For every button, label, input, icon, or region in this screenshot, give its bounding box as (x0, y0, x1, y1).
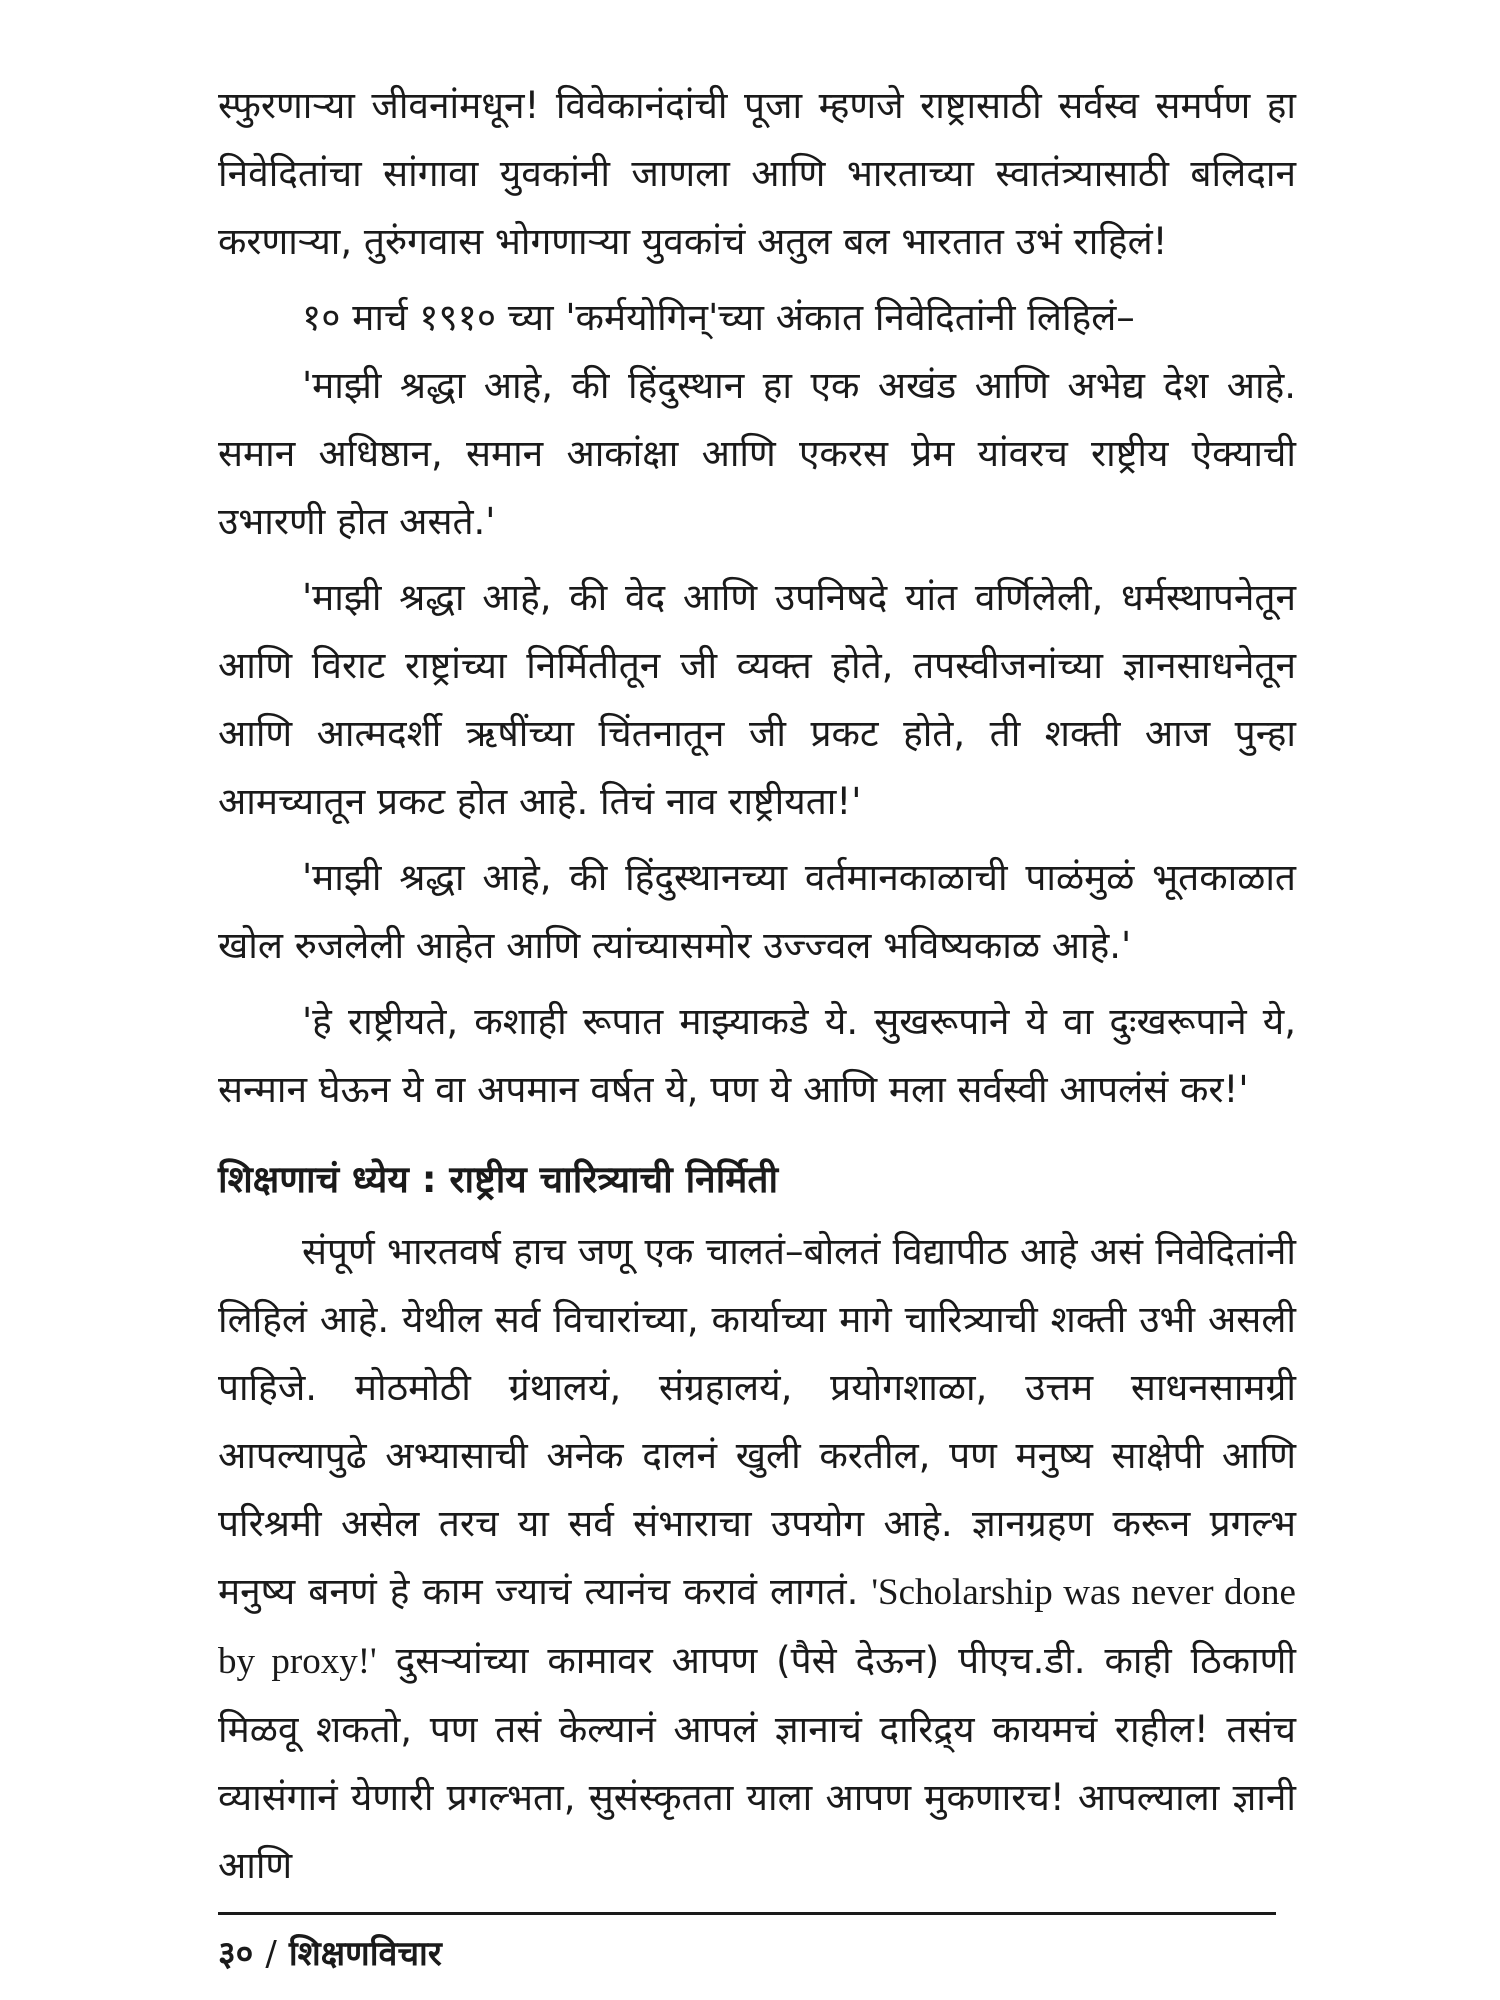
paragraph-karmayogin-intro: १० मार्च १९१० च्या 'कर्मयोगिन्'च्या अंकात निवेदितांनी लिहिलं– (302, 296, 1135, 339)
section-body-paragraph (218, 1218, 1296, 1900)
page-footer (218, 1932, 442, 1976)
page-content (218, 72, 1296, 1900)
book-title: शिक्षणविचार (288, 1934, 442, 1974)
paragraph-continuation: स्फुरणाऱ्या जीवनांमधून! विवेकानंदांची पूजा म्हणजे राष्ट्रासाठी सर्वस्व समर्पण हा निवेदितांचा सांगावा युवकांनी जाणला आणि भारताच्या स्वातंत्र्यासाठी बलिदान करणाऱ्या, तुरुंगवास भोगणाऱ्या युवकांचं अतुल बल भारतात उभं राहिलं! (218, 84, 1296, 263)
section-body-part2: दुसऱ्यांच्या कामावर आपण (पैसे देऊन) पीएच.डी. काही ठिकाणी मिळवू शकतो, पण तसं केल्यानं आपलं ज्ञानाचं दारिद्र्य कायमचं राहील! तसंच व्यासंगानं येणारी प्रगल्भता, सुसंस्कृतता याला आपण मुकणारच! आपल्याला ज्ञानी आणि (218, 1639, 1297, 1887)
section-heading: शिक्षणाचं ध्येय : राष्ट्रीय चारित्र्याची निर्मिती (218, 1158, 779, 1201)
page-number: ३० (218, 1934, 254, 1974)
quote-paragraph-1: 'माझी श्रद्धा आहे, की हिंदुस्थान हा एक अखंड आणि अभेद्य देश आहे. समान अधिष्ठान, समान आकांक्षा आणि एकरस प्रेम यांवरच राष्ट्रीय ऐक्याची उभारणी होत असते.' (218, 364, 1296, 543)
quote-paragraph-2: 'माझी श्रद्धा आहे, की वेद आणि उपनिषदे यांत वर्णिलेली, धर्मस्थापनेतून आणि विराट राष्ट्रांच्या निर्मितीतून जी व्यक्त होते, तपस्वीजनांच्या ज्ञानसाधनेतून आणि आत्मदर्शी ऋषींच्या चिंतनातून जी प्रकट होते, ती शक्ती आज पुन्हा आमच्यातून प्रकट होत आहे. तिचं नाव राष्ट्रीयता!' (218, 576, 1296, 823)
footer-divider (218, 1912, 1276, 1915)
english-quote: 'Scholarship was never done by proxy!' (218, 1572, 1296, 1682)
quote-paragraph-3: 'माझी श्रद्धा आहे, की हिंदुस्थानच्या वर्तमानकाळाची पाळंमुळं भूतकाळात खोल रुजलेली आहेत आणि त्यांच्यासमोर उज्ज्वल भविष्यकाळ आहे.' (218, 856, 1296, 967)
quote-paragraph-4: 'हे राष्ट्रीयते, कशाही रूपात माझ्याकडे ये. सुखरूपाने ये वा दुःखरूपाने ये, सन्मान घेऊन ये वा अपमान वर्षत ये, पण ये आणि मला सर्वस्वी आपलंसं कर!' (218, 1000, 1296, 1111)
footer-separator: / (265, 1934, 277, 1974)
section-body-part1: संपूर्ण भारतवर्ष हाच जणू एक चालतं–बोलतं विद्यापीठ आहे असं निवेदितांनी लिहिलं आहे. येथील सर्व विचारांच्या, कार्याच्या मागे चारित्र्याची शक्ती उभी असली पाहिजे. मोठमोठी ग्रंथालयं, संग्रहालयं, प्रयोगशाळा, उत्तम साधनसामग्री आपल्यापुढे अभ्यासाची अनेक दालनं खुली करतील, पण मनुष्य साक्षेपी आणि परिश्रमी असेल तरच या सर्व संभाराचा उपयोग आहे. ज्ञानग्रहण करून प्रगल्भ मनुष्य बनणं हे काम ज्याचं त्यानंच करावं लागतं. (218, 1230, 1296, 1613)
